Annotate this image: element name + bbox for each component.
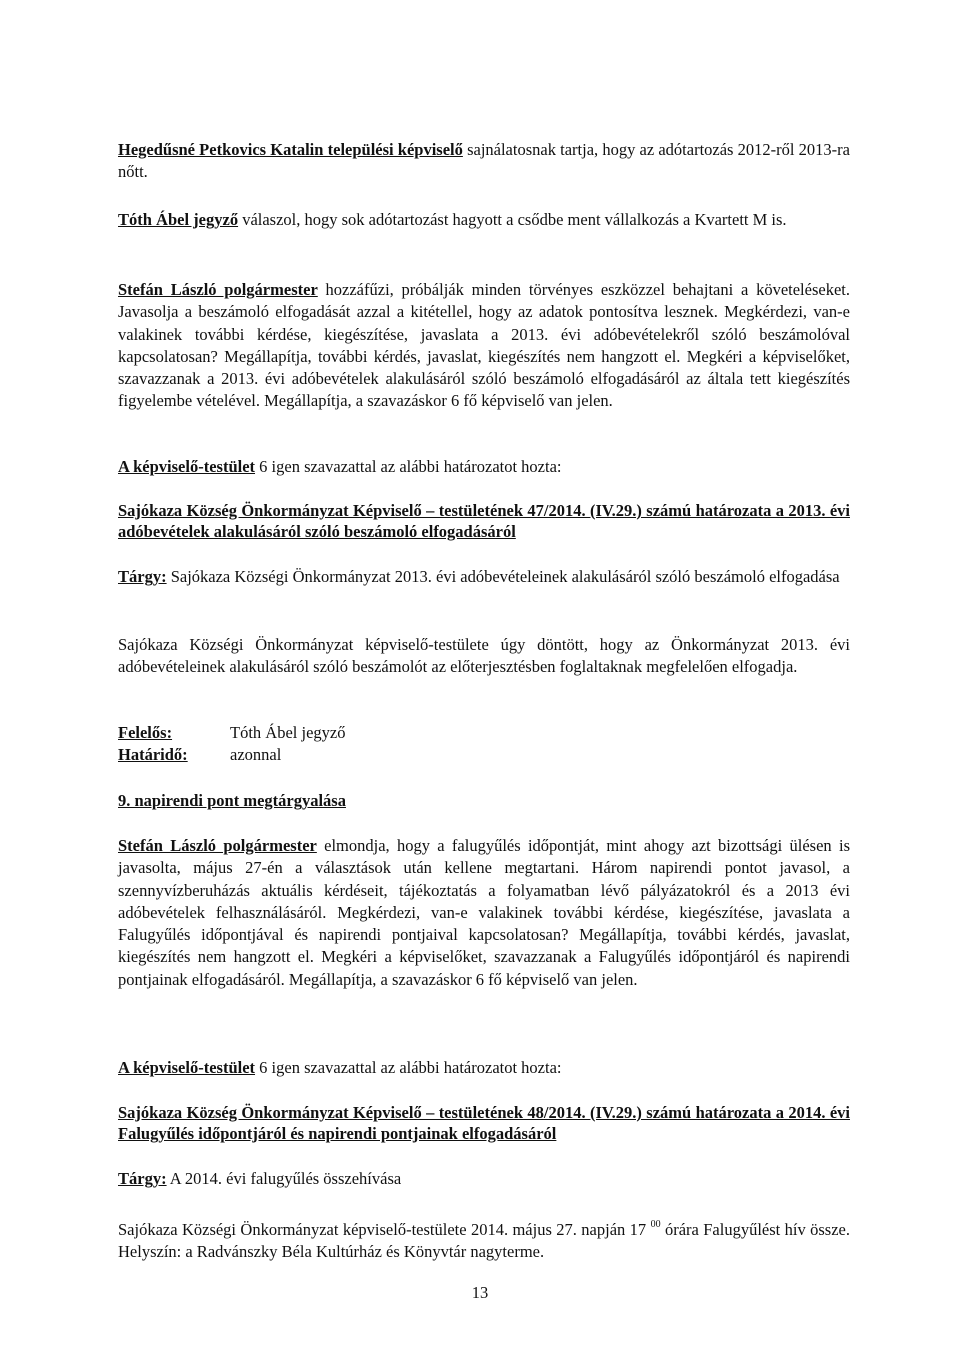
paragraph-agenda-9 — [118, 835, 850, 991]
paragraph-text: hozzáfűzi, próbálják minden törvényes eszközzel behajtani a követeléseket. Javasolja a beszámoló elfogadását azzal a kitétellel, hogy az adatok pontosítva lesznek. Megkérdezi, van-e valakinek további kérdése, kiegészítése, javaslata a 2013. évi adóbevételekről szóló beszámolóval kapcsolatosan? Megállapítja, további kérdés, javaslat, kiegészítés nem hangzott el. Megkéri a képviselőket, szavazzanak a 2013. évi adóbevételek alakulásáról szóló beszámoló elfogadásáról az általa tett kiegészítés figyelembe vételével. Megállapítja, a szavazáskor 6 fő képviselő van jelen. — [118, 280, 850, 411]
deadline-value: azonnal — [230, 745, 282, 765]
paragraph-toth — [118, 209, 850, 231]
subject-text: Sajókaza Községi Önkormányzat 2013. évi adóbevételeinek alakulásáról szóló beszámoló elfogadása — [166, 567, 840, 586]
subject-label: Tárgy: — [118, 1169, 167, 1188]
resolution-48-subject — [118, 1168, 850, 1190]
resolution-48-title: Sajókaza Község Önkormányzat Képviselő – testületének 48/2014. (IV.29.) számú határozata a 2014. évi Falugyűlés időpontjáról és napirendi pontjainak elfogadásáról — [118, 1103, 850, 1143]
resolution-47-subject — [118, 566, 850, 588]
speaker-name: Stefán László polgármester — [118, 280, 318, 299]
vote-text: 6 igen szavazattal az alábbi határozatot hozta: — [255, 1058, 562, 1077]
deadline-row — [118, 744, 850, 766]
paragraph-stefan — [118, 279, 850, 413]
paragraph-text: elmondja, hogy a falugyűlés időpontját, mint ahogy azt bizottsági ülésen is javasolta, május 27-én a választások után kellene megtartani. Három napirendi pontot javasol, a szennyvízberuházás aktuális kérdéseit, tájékoztatás a folyamatban lévő pályázatokról és a 2013 évi adóbevételek felhasználásáról. Megkérdezi, van-e valakinek további kérdése, kiegészítése, javaslata a Falugyűlés időpontjával és napirendi pontjaival kapcsolatosan? Megállapítja, további kérdés, javaslat, kiegészítés nem hangzott el. Megkéri a képviselőket, szavazzanak a Falugyűlés időpontjáról és napirendi pontjainak elfogadásáról. Megállapítja, a szavazáskor 6 fő képviselő van jelen. — [118, 836, 850, 989]
responsible-value: Tóth Ábel jegyző — [230, 723, 346, 742]
resolution-47-title: Sajókaza Község Önkormányzat Képviselő – testületének 47/2014. (IV.29.) számú határozata a 2013. évi adóbevételek alakulásáról szóló beszámoló elfogadásáról — [118, 501, 850, 541]
vote-text: 6 igen szavazattal az alábbi határozatot hozta: — [255, 457, 562, 476]
responsible-row — [118, 722, 850, 744]
vote-statement-1 — [118, 456, 850, 478]
speaker-name: Hegedűsné Petkovics Katalin települési képviselő — [118, 140, 463, 159]
paragraph-text: sajnálatosnak tartja, hogy az adótartozás 2012-ről 2013-ra nőtt. — [118, 140, 850, 182]
responsible-label: Felelős: — [118, 723, 173, 742]
deadline-label: Határidő: — [118, 745, 188, 765]
paragraph-petkovics — [118, 139, 850, 184]
resolution-48-body — [118, 1214, 850, 1264]
body-name: A képviselő-testület — [118, 457, 256, 476]
page-number: 13 — [471, 1283, 489, 1302]
subject-text: A 2014. évi falugyűlés összehívása — [166, 1169, 402, 1188]
speaker-name: Stefán László polgármester — [118, 836, 317, 855]
resolution-47-meta — [118, 722, 850, 767]
body-name: A képviselő-testület — [118, 1058, 256, 1077]
body-text-start: Sajókaza Községi Önkormányzat képviselő-testülete 2014. május 27. napján 17 — [118, 1220, 651, 1239]
body-text-end: órára Falugyűlést hív össze. Helyszín: a Radvánszky Béla Kultúrház és Könyvtár nagyterme. — [118, 1220, 850, 1262]
time-superscript: 00 — [650, 1219, 661, 1230]
subject-label: Tárgy: — [118, 567, 167, 586]
speaker-name: Tóth Ábel jegyző — [118, 210, 239, 229]
vote-statement-2 — [118, 1057, 850, 1079]
resolution-47-body: Sajókaza Községi Önkormányzat képviselő-testülete úgy döntött, hogy az Önkormányzat 2013. évi adóbevételeinek alakulásáról szóló beszámolót az előterjesztésben foglaltaknak megfelelően elfogadja. — [118, 635, 850, 677]
agenda-9-heading: 9. napirendi pont megtárgyalása — [118, 791, 346, 810]
paragraph-text: válaszol, hogy sok adótartozást hagyott a csődbe ment vállalkozás a Kvartett M is. — [238, 210, 787, 229]
